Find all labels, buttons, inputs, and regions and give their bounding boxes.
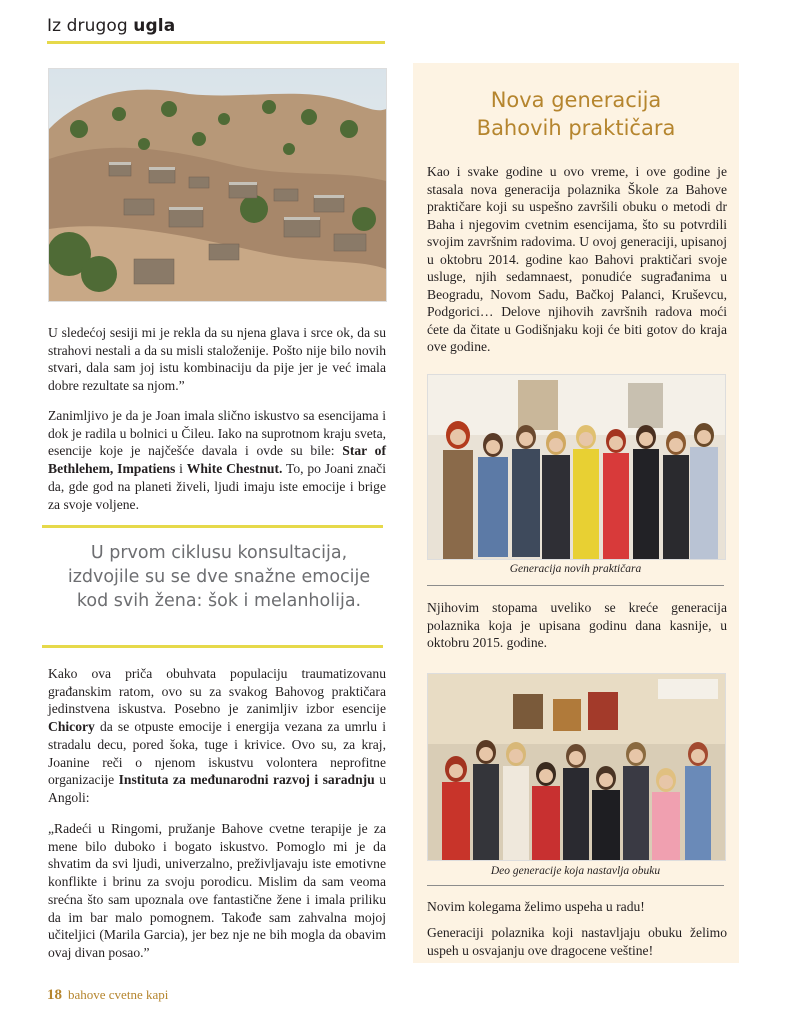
pullquote-rule-bottom bbox=[42, 645, 383, 648]
section-header bbox=[47, 16, 175, 36]
section-header-plain: Iz drugog bbox=[47, 16, 134, 36]
header-rule bbox=[47, 41, 385, 44]
group-photo-continuing-students bbox=[427, 673, 726, 861]
sidebar-paragraph-2: Njihovim stopama uveliko se kreće generacija polaznika koja je upisana godinu dana kasnije, u oktobru 2015. godine. bbox=[427, 600, 727, 650]
caption-rule-2 bbox=[427, 885, 724, 886]
sidebar-paragraph-1: Kao i svake godine u ovo vreme, i ove godine je stasala nova generacija polaznika Škole za Bahove praktičare koji su uspešno završili obuku o metodi dr Baha i njegovim cvetnim esencijama, što su potvrdili svojim završnim radovima. U ovoj generaciji, upisanoj u oktobru 2014. godine kao Bahovi praktičari svoje usluge, njih sedamnaest, ponudiće sugrađanima u Beogradu, Novom Sadu, Bačkoj Palanci, Kruševcu, Podgorici… Delove njihovih završnih radova moći ćete da čitate u Godišnjaku koji će biti gotov do kraja ove godine. bbox=[427, 164, 727, 354]
magazine-name: bahove cvetne kapi bbox=[68, 987, 169, 1002]
left-paragraph-1: U sledećoj sesiji mi je rekla da su njena glava i srce ok, da su strahovi nestali a da su misli staloženije. Pošto nije bilo novih stvari, dala sam joj istu kombinaciju da pije jer je već imala dobre rezultate sa njom.” bbox=[48, 325, 386, 394]
left-paragraph-4-quote: „Radeći u Ringomi, pružanje Bahove cvetne terapije je za mene bilo duboko i bogato iskustvo. Pomoglo mi je da shvatim da svi ljudi, univerzalno, preživljavaju iste emotivne konflikte i brinu za svoju porodicu. Mislim da sam veoma srećna što sam upoznala ove fantastične žene i imala priliku da im bar malo pomognem. Takođe sam zahvalna mojoj učiteljici (Marila Garcia), jer bez nje ne bih mogla da obavim ovaj divan posao.” bbox=[48, 821, 386, 960]
caption-rule-1 bbox=[427, 585, 724, 586]
photo-caption-1: Generacija novih praktičara bbox=[509, 563, 642, 575]
left-paragraph-2: Zanimljivo je da je Joan imala slično iskustvo sa esencijama i dok je radila u bolnici u Čileu. Iako na suprotnom kraju sveta, esencije koje je najčešće davala i ovde su bile: Star of Bethlehem, Impatiens i White Chestnut. To, po Joani znači da, gde god na planeti živeli, ljudi imaju iste emocije i brige za svoje voljene. bbox=[48, 408, 386, 512]
pull-quote: U prvom ciklusu konsultacija, izdvojile su se dve snažne emocije kod svih žena: šok i melanholija. bbox=[67, 543, 371, 611]
sidebar-paragraph-3: Novim kolegama želimo uspeha u radu! bbox=[427, 899, 645, 914]
page-number: 18 bbox=[47, 987, 62, 1003]
section-header-bold: ugla bbox=[133, 16, 176, 36]
pullquote-rule-top bbox=[42, 525, 383, 528]
page-footer bbox=[47, 987, 168, 1004]
sidebar-title: Nova generacija Bahovih praktičara bbox=[476, 88, 676, 140]
left-paragraph-3: Kako ova priča obuhvata populaciju traumatizovanu građanskim ratom, ovo su za svakog Bahovog praktičara jedinstvena iskustva. Posebno je zanimljiv izbor esencije Chicory da se otpuste emocije i energija vezana za umrlu i stradalu decu, pored šoka, tuge i krivice. Ovo su, za kraj, Joanine reči o njenom iskustvu volontera neprofitne organizacije Instituta za međunarodni razvoj i saradnju u Angoli: bbox=[48, 666, 386, 805]
village-hillside-photo bbox=[48, 68, 387, 302]
sidebar-paragraph-4: Generaciji polaznika koji nastavljaju obuku želimo uspeh u osvajanju ove dragocene veštine! bbox=[427, 925, 727, 958]
group-photo-new-practitioners bbox=[427, 374, 726, 560]
photo-caption-2: Deo generacije koja nastavlja obuku bbox=[490, 865, 661, 877]
